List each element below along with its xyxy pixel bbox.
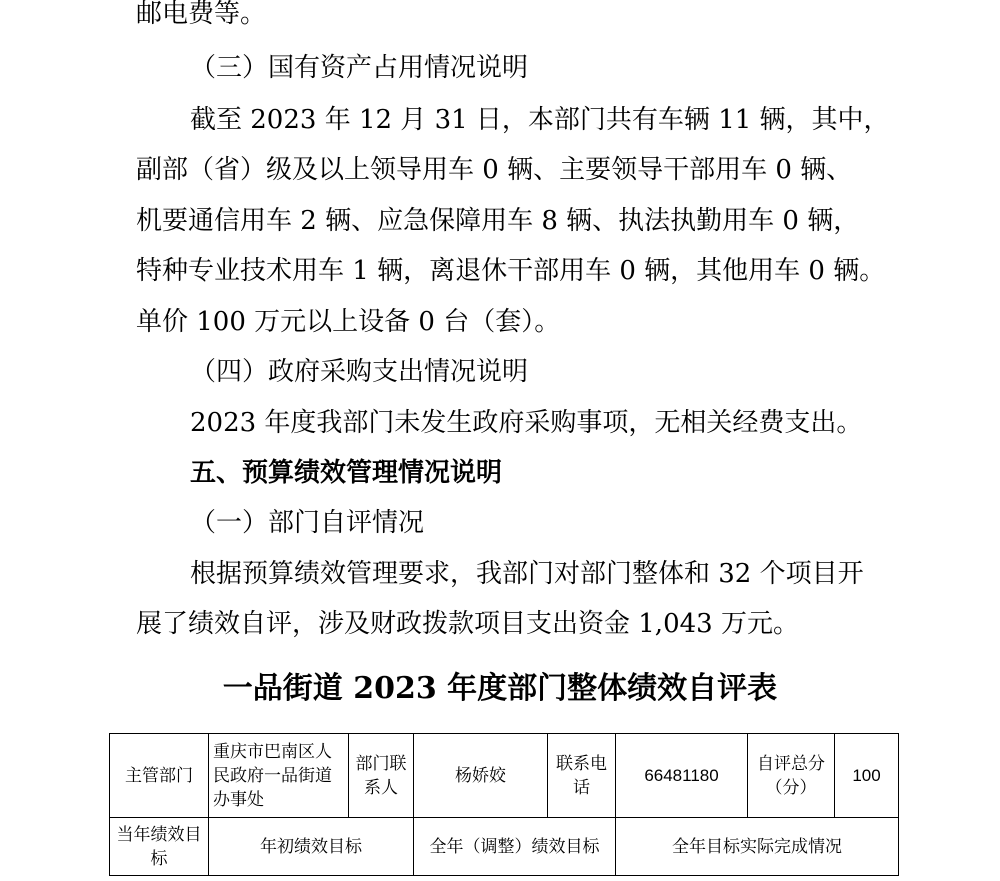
dept-value-cell: 重庆市巴南区人民政府一品街道办事处 <box>209 734 349 818</box>
self-evaluation-table <box>109 733 899 876</box>
paragraph-line: 单价 100 万元以上设备 0 台（套）。 <box>136 307 561 337</box>
contact-label-cell: 部门联系人 <box>349 734 414 818</box>
actual-completion-header: 全年目标实际完成情况 <box>616 818 899 876</box>
chapter-heading: 五、预算绩效管理情况说明 <box>190 458 503 488</box>
paragraph-line: 特种专业技术用车 1 辆，离退休干部用车 0 辆，其他用车 0 辆。 <box>136 256 886 286</box>
paragraph-line: 根据预算绩效管理要求，我部门对部门整体和 32 个项目开 <box>190 559 864 589</box>
section-heading-3: （三）国有资产占用情况说明 <box>190 53 529 83</box>
paragraph-line: 邮电费等。 <box>136 0 267 29</box>
paragraph-line: 截至 2023 年 12 月 31 日，本部门共有车辆 11 辆，其中， <box>190 105 890 135</box>
phone-label-cell: 联系电话 <box>548 734 616 818</box>
table-row <box>110 818 899 876</box>
adjusted-goal-header: 全年（调整）绩效目标 <box>414 818 616 876</box>
initial-goal-header: 年初绩效目标 <box>209 818 414 876</box>
paragraph-line: 展了绩效自评，涉及财政拨款项目支出资金 1,043 万元。 <box>136 609 799 639</box>
paragraph-line: 2023 年度我部门未发生政府采购事项，无相关经费支出。 <box>190 408 863 438</box>
table-row <box>110 734 899 818</box>
dept-label-cell: 主管部门 <box>110 734 209 818</box>
section-heading-1: （一）部门自评情况 <box>190 508 425 538</box>
section-heading-4: （四）政府采购支出情况说明 <box>190 357 529 387</box>
paragraph-line: 机要通信用车 2 辆、应急保障用车 8 辆、执法执勤用车 0 辆， <box>136 206 860 236</box>
table-title: 一品街道 2023 年度部门整体绩效自评表 <box>222 671 778 706</box>
phone-value-cell: 66481180 <box>616 734 748 818</box>
goal-label-cell: 当年绩效目标 <box>110 818 209 876</box>
contact-value-cell: 杨娇姣 <box>414 734 548 818</box>
score-label-cell: 自评总分（分） <box>748 734 835 818</box>
score-value-cell: 100 <box>835 734 899 818</box>
paragraph-line: 副部（省）级及以上领导用车 0 辆、主要领导干部用车 0 辆、 <box>136 155 853 185</box>
